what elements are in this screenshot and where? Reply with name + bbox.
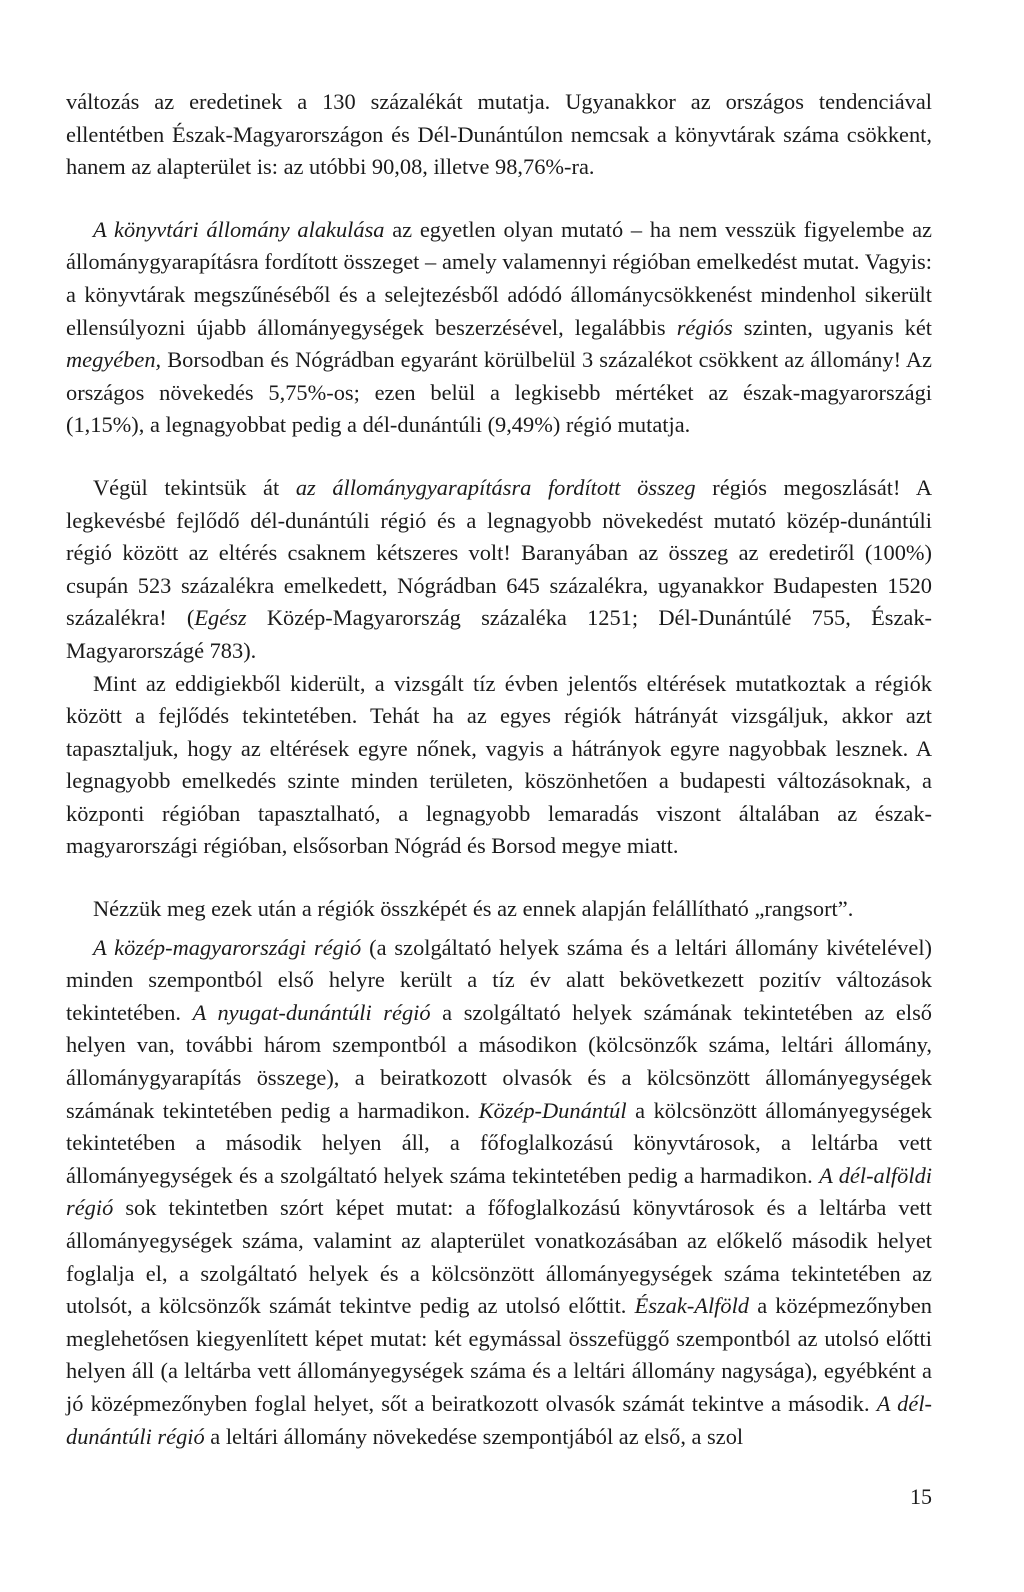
page-number: 15 — [910, 1484, 932, 1509]
italic-term: megyében, — [66, 347, 162, 373]
paragraph: változás az eredetinek a 130 százalékát mutatja. Ugyanakkor az országos tendenciával ellentétben Észak-Magyarországon és Dél-Dunántúlon nemcsak a könyvtárak száma csökkent, hanem az alapterület is: az utóbbi 90,08, illetve 98,76%-ra. — [66, 89, 932, 180]
paragraph: Mint az eddigiekből kiderült, a vizsgált tíz évben jelentős eltérések mutatkoztak a régiók között a fejlődés tekintetében. Tehát ha az egyes régiók hátrányát vizsgáljuk, akkor azt tapasztaljuk, hogy az eltérések egyre nőnek, vagyis a hátrányok egyre nagyobbak lesznek. A legnagyobb emelkedés szinte minden területen, köszönhetően a budapesti változásoknak, a központi régióban tapasztalható, a legnagyobb lemaradás viszont általában az észak-magyarországi régióban, elsősorban Nógrád és Borsod megye miatt. — [66, 670, 932, 859]
italic-term: régiós — [676, 314, 733, 340]
italic-term: az állománygyarapításra fordított összeg — [295, 474, 696, 500]
paragraph: Nézzük meg ezek után a régiók összképét és az ennek alapján felállítható „rangsort”. — [93, 896, 854, 922]
italic-term: A dél-alföldi régió — [66, 1162, 932, 1221]
document-page — [66, 86, 932, 1453]
italic-term: A dél-dunántúli régió — [66, 1390, 932, 1449]
italic-term: A közép-magyarországi régió — [93, 934, 362, 960]
italic-term: Észak-Alföld — [634, 1293, 750, 1319]
italic-term: Közép-Dunántúl — [478, 1097, 627, 1123]
paragraph: A közép-magyarországi régió (a szolgáltató helyek száma és a leltári állomány kivételével) minden szempontból első helyre került a tíz év alatt bekövetkezett pozitív változások tekintetében. A nyugat-dunántúli régió a szolgáltató helyek számának tekintetében az első helyen van, további három szempontból a másodikon (kölcsönzők száma, leltári állomány, állománygyarapítás összege), a beiratkozott olvasók és a kölcsönzött állományegységek számának tekintetében pedig a harmadikon. Közép-Dunántúl a kölcsönzött állományegységek tekintetében a második helyen áll, a főfoglalkozású könyvtárosok, a leltárba vett állományegységek és a szolgáltató helyek száma tekintetében pedig a harmadikon. A dél-alföldi régió sok tekintetben szórt képet mutat: a főfoglalkozású könyvtárosok és a leltárba vett állományegységek száma, valamint az alapterület vonatkozásában az előkelő második helyet foglalja el, a szolgáltató helyek és a kölcsönzött állományegységek száma tekintetében az utolsót, a kölcsönzők számát tekintve pedig az utolsó előttit. Észak-Alföld a középmezőnyben meglehetősen kiegyenlített képet mutat: két egymással összefüggő szempontból az utolsó előtti helyen áll (a leltárba vett állományegységek száma és a leltári állomány nagysága), egyébként a jó középmezőnyben foglal helyet, sőt a beiratkozott olvasók számát tekintve a második. A dél-dunántúli régió a leltári állomány növekedése szempontjából az első, a szol — [66, 934, 932, 1449]
italic-term: Egész — [194, 605, 247, 631]
italic-term: A könyvtári állomány alakulása — [93, 216, 385, 242]
italic-term: A nyugat-dunántúli régió — [192, 999, 431, 1025]
paragraph: A könyvtári állomány alakulása az egyetlen olyan mutató – ha nem vesszük figyelembe az állománygyarapításra fordított összeget – amely valamennyi régióban emelkedést mutat. Vagyis: a könyvtárak megszűnéséből és a selejtezésből adódó állománycsökkenést mindenhol sikerült ellensúlyozni újabb állományegységek beszerzésével, legalábbis régiós szinten, ugyanis két megyében, Borsodban és Nógrádban egyaránt körülbelül 3 százalékot csökkent az állomány! Az országos növekedés 5,75%-os; ezen belül a legkisebb mértéket az észak-magyarországi (1,15%), a legnagyobbat pedig a dél-dunántúli (9,49%) régió mutatja. — [66, 216, 932, 438]
paragraph: Végül tekintsük át az állománygyarapításra fordított összeg régiós megoszlását! A legkevésbé fejlődő dél-dunántúli régió és a legnagyobb növekedést mutató közép-dunántúli régió között az eltérés csaknem kétszeres volt! Baranyában az összeg az eredetiről (100%) csupán 523 százalékra emelkedett, Nógrádban 645 százalékra, ugyanakkor Budapesten 1520 százalékra! (Egész Közép-Magyarország százaléka 1251; Dél-Dunántúlé 755, Észak-Magyarországé 783). — [66, 474, 932, 663]
